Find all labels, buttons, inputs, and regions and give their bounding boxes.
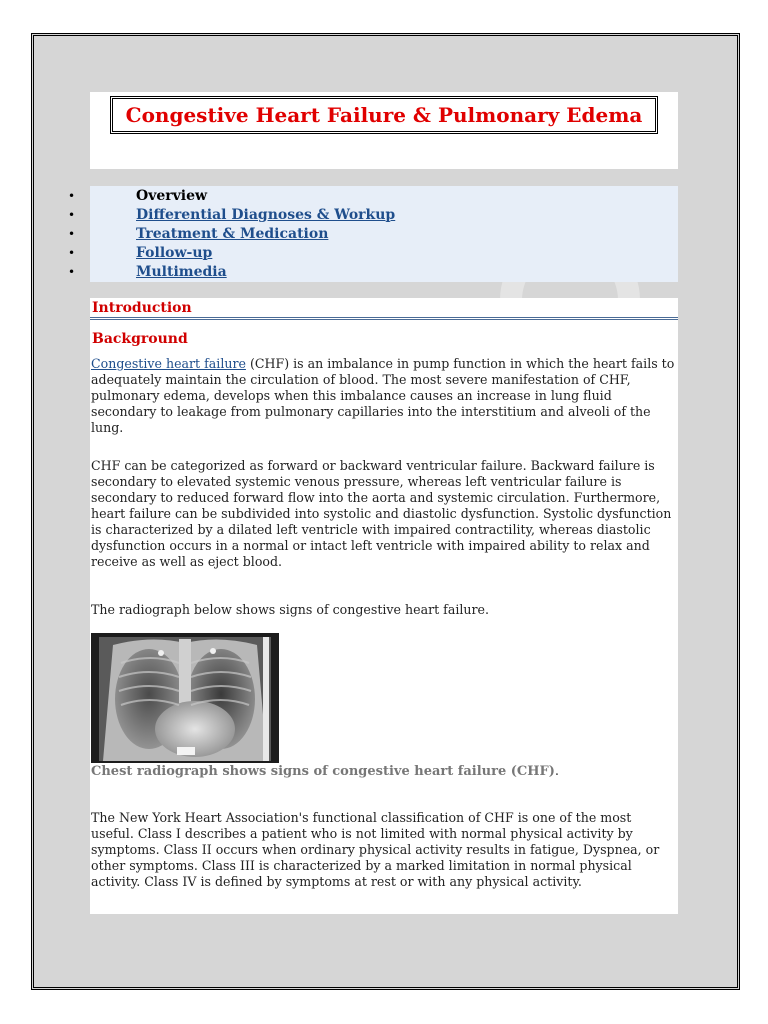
- radiograph-caption-text: Chest radiograph shows signs of congestive heart failure (CHF): [91, 764, 555, 779]
- paragraph-nyha-classification: The New York Heart Association's functional classification of CHF is one of the most useful. Class I describes a patient who is not limited with normal physical activity by symptoms. Class II occurs when ordinary physical activity results in fatigue, Dyspnea, or other symptoms. Class III is characterized by a marked limitation in normal physical activity. Class IV is defined by symptoms at rest or with any physical activity.: [91, 810, 660, 889]
- introduction-heading: Introduction: [90, 298, 678, 320]
- nav-link-differential[interactable]: Differential Diagnoses & Workup: [136, 207, 396, 223]
- nav-link-multimedia[interactable]: Multimedia: [136, 264, 227, 280]
- title-panel-edge: [90, 132, 96, 169]
- paragraph-chf-categories: CHF can be categorized as forward or backward ventricular failure. Backward failure is secondary to elevated systemic venous pressure, whereas left ventricular failure is secondary to reduced forward flow into the aorta and systemic circulation. Furthermore, heart failure can be subdivided into systolic and diastolic dysfunction. Systolic dysfunction is characterized by a dilated left ventricle with impaired contractility, whereas diastolic dysfunction occurs in a normal or intact left ventricle with impaired ability to relax and receive as well as eject blood.: [91, 458, 672, 569]
- bullet-icon: •: [68, 246, 76, 260]
- chest-radiograph-image: [91, 633, 279, 763]
- bullet-icon: •: [68, 227, 76, 241]
- bullet-icon: •: [68, 265, 76, 279]
- radiograph-caption-period: .: [554, 764, 560, 779]
- page-title: Congestive Heart Failure & Pulmonary Edema: [110, 96, 658, 134]
- paragraph-chf-definition-text: (CHF) is an imbalance in pump function in which the heart fails to adequately maintain the circulation of blood. The most severe manifestation of CHF, pulmonary edema, develops when this imbalance causes an increase in lung fluid secondary to leakage from pulmonary capillaries into the interstitium and alveoli of the lung.: [91, 356, 675, 435]
- bullet-icon: •: [68, 189, 76, 203]
- nav-label-overview: Overview: [136, 188, 208, 204]
- bullet-icon: •: [68, 208, 76, 222]
- article-content: [90, 298, 678, 914]
- radiograph-caption: [91, 764, 559, 779]
- paragraph-chf-definition: [91, 356, 677, 436]
- nav-link-follow-up[interactable]: Follow-up: [136, 245, 213, 261]
- paragraph-radiograph-intro: The radiograph below shows signs of congestive heart failure.: [91, 602, 489, 617]
- background-heading: Background: [92, 331, 188, 347]
- chf-link[interactable]: Congestive heart failure: [91, 356, 246, 371]
- nav-link-treatment[interactable]: Treatment & Medication: [136, 226, 329, 242]
